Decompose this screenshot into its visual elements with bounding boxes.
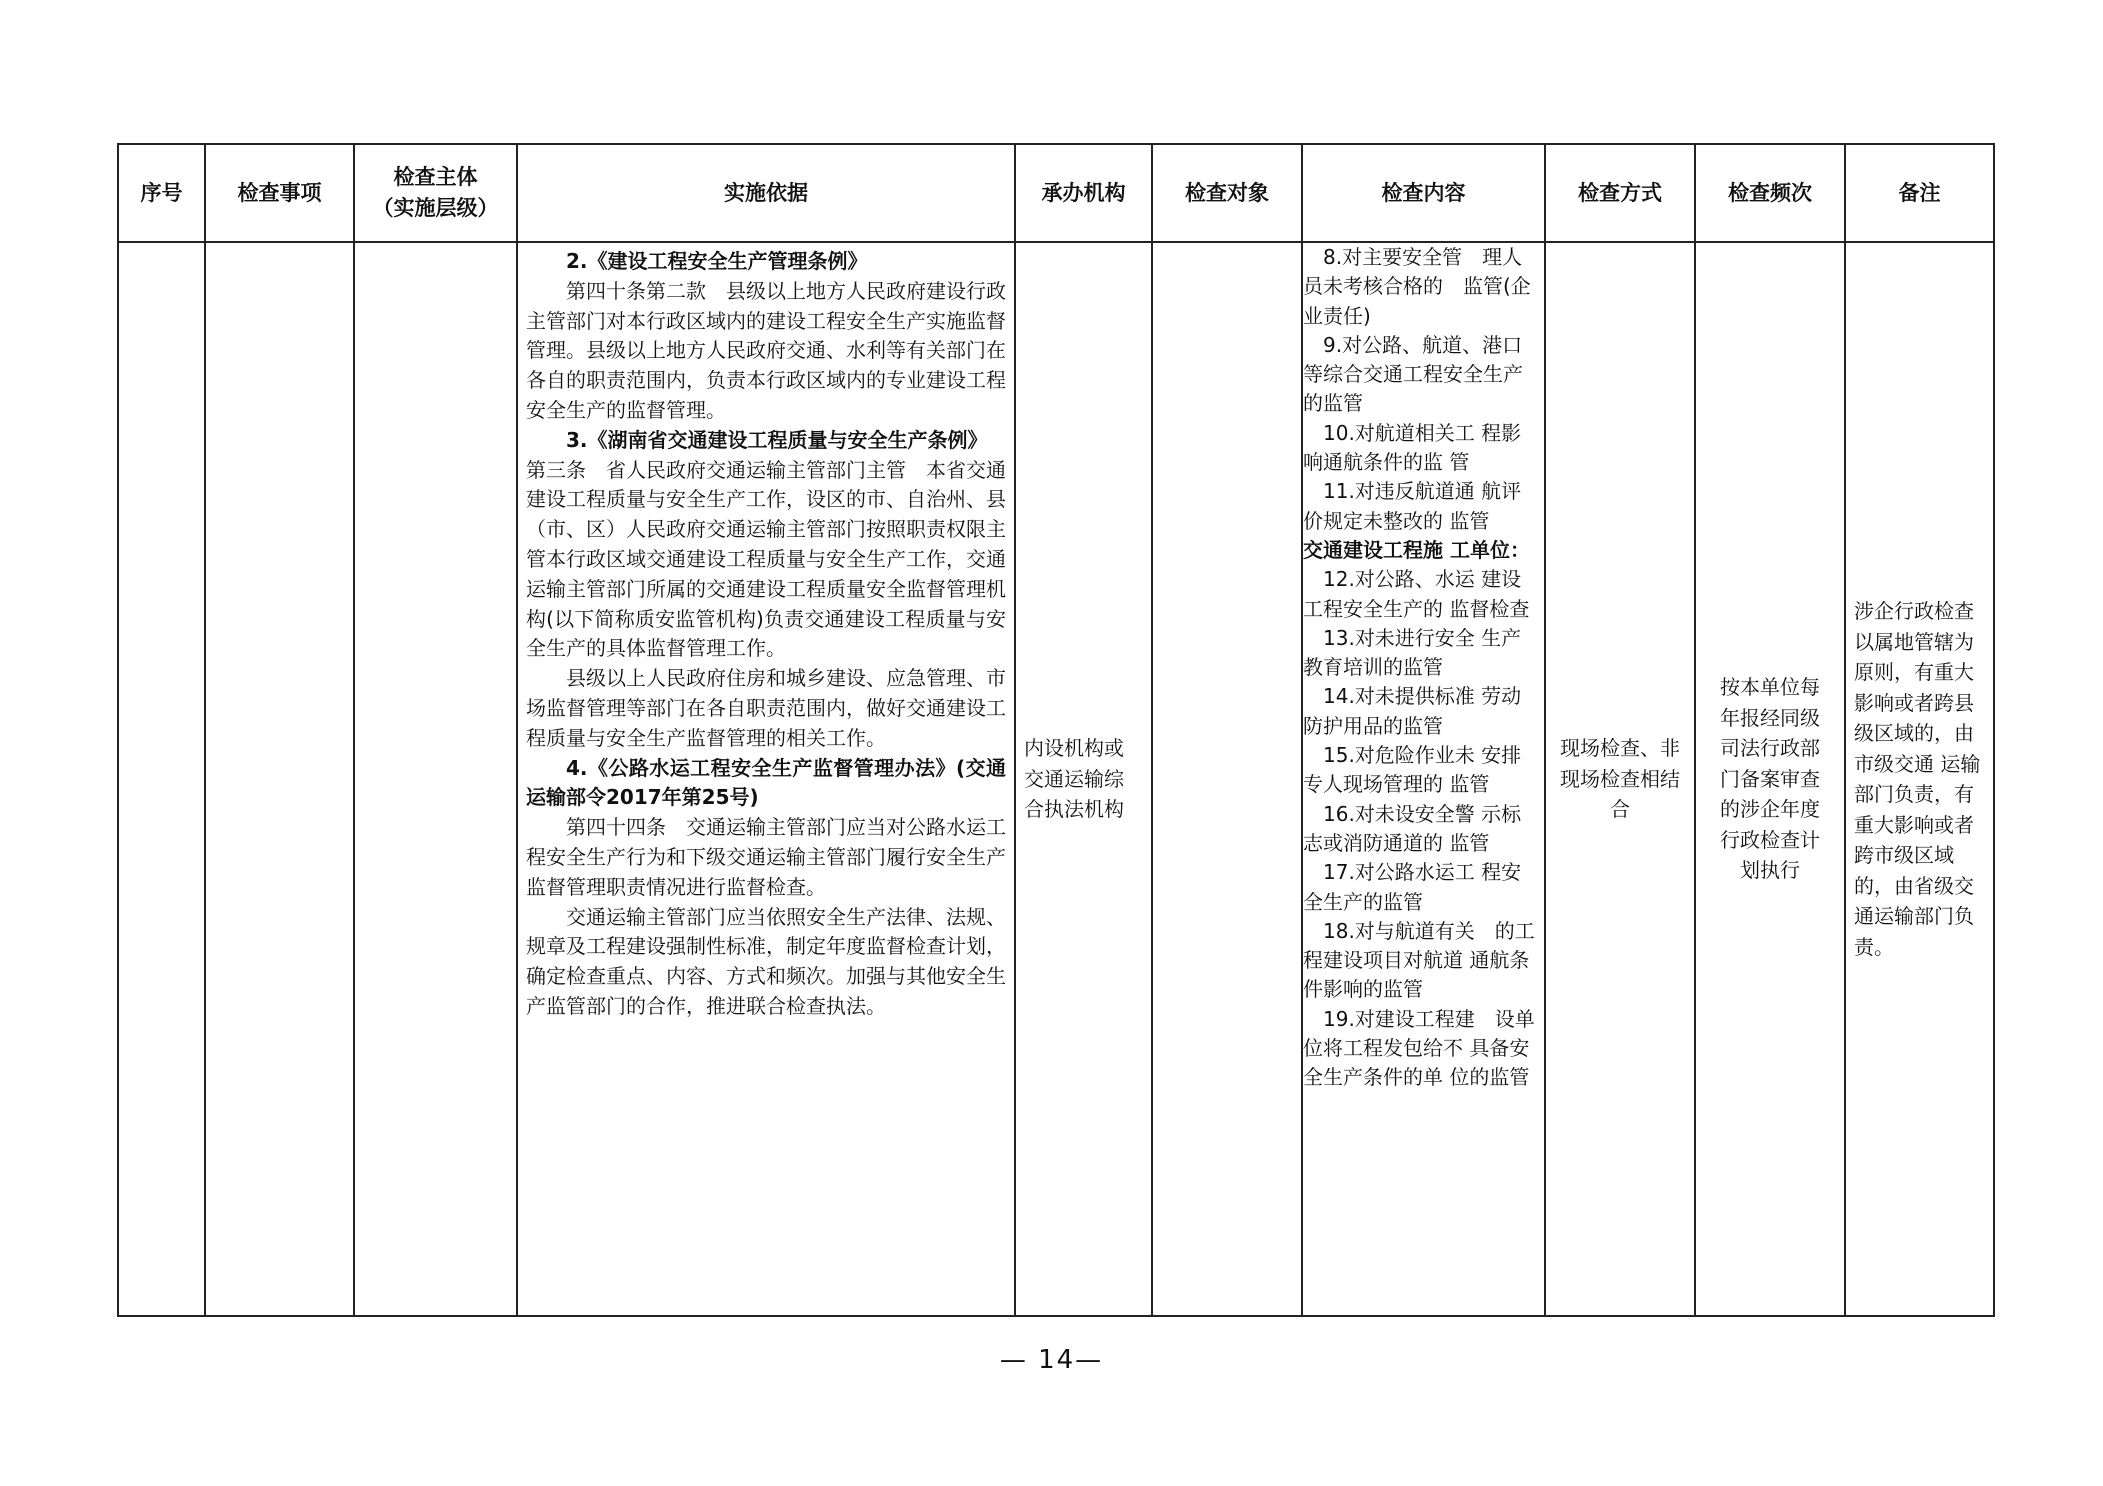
cell-index [118, 242, 205, 1316]
content-item: 19.对建设工程建 设单位将工程发包给不 具备安全生产条件的单 位的监管 [1303, 1006, 1535, 1090]
header-frequency: 检查频次 [1695, 144, 1845, 242]
header-note: 备注 [1845, 144, 1994, 242]
basis-paragraph: 第四十四条 交通运输主管部门应当对公路水运工程安全生产行为和下级交通运输主管部门履行安全生产监督管理职责情况进行监督检查。 [526, 815, 1006, 899]
header-basis: 实施依据 [517, 144, 1015, 242]
basis-paragraph: 第四十条第二款 县级以上地方人民政府建设行政主管部门对本行政区域内的建设工程安全生产实施监督管理。县级以上地方人民政府交通、水利等有关部门在各自的职责范围内，负责本行政区域内的专业建设工程安全生产的监督管理。 [526, 278, 1006, 422]
content-item: 13.对未进行安全 生产教育培训的监管 [1303, 625, 1522, 680]
cell-method: 现场检查、非现场检查相结合 [1545, 242, 1695, 1316]
inspection-table [117, 143, 1995, 1317]
cell-basis [517, 242, 1015, 1316]
content-item: 9.对公路、航道、港口等综合交通工程安全生产的监管 [1303, 332, 1523, 416]
header-subject [354, 144, 517, 242]
cell-subject [354, 242, 517, 1316]
content-item: 14.对未提供标准 劳动防护用品的监管 [1303, 684, 1522, 738]
basis-paragraph: 交通运输主管部门应当依照安全生产法律、法规、规章及工程建设强制性标准，制定年度监督检查计划，确定检查重点、内容、方式和频次。加强与其他安全生产监管部门的合作，推进联合检查执法。 [526, 904, 1006, 1018]
cell-item [205, 242, 354, 1316]
basis-title: 4.《公路水运工程安全生产监督管理办法》(交通运输部令2017年第25号) [526, 755, 1006, 810]
header-item: 检查事项 [205, 144, 354, 242]
content-item: 18.对与航道有关 的工程建设项目对航道 通航条件影响的监管 [1303, 918, 1535, 1002]
cell-frequency: 按本单位每年报经同级司法行政部门备案审查的涉企年度行政检查计划执行 [1695, 242, 1845, 1316]
page-number: — 14— [999, 1345, 1104, 1375]
basis-paragraph: 县级以上人民政府住房和城乡建设、应急管理、市场监督管理等部门在各自职责范围内，做好交通建设工程质量与安全生产监督管理的相关工作。 [526, 666, 1006, 750]
header-subject-line2: （实施层级） [372, 196, 499, 220]
content-subheading: 交通建设工程施 工单位： [1303, 537, 1530, 562]
basis-title: 3.《湖南省交通建设工程质量与安全生产条例》 [566, 427, 988, 452]
table-row [118, 242, 1994, 1316]
content-item: 8.对主要安全管 理人员未考核合格的 监管(企业责任) [1303, 245, 1531, 328]
content-item: 15.对危险作业未 安排专人现场管理的 监管 [1303, 743, 1522, 797]
header-method: 检查方式 [1545, 144, 1695, 242]
header-row [118, 144, 1994, 242]
header-index: 序号 [118, 144, 205, 242]
cell-note: 涉企行政检查以属地管辖为原则，有重大影响或者跨县级区域的，由市级交通 运输部门负责，有重大影响或者跨市级区域的，由省级交通运输部门负责。 [1845, 242, 1994, 1316]
content-item: 10.对航道相关工 程影响通航条件的监 管 [1303, 420, 1522, 475]
basis-title: 2.《建设工程安全生产管理条例》 [566, 249, 868, 273]
header-organization: 承办机构 [1015, 144, 1152, 242]
header-content: 检查内容 [1302, 144, 1545, 242]
cell-target [1152, 242, 1302, 1316]
basis-paragraph: 第三条 省人民政府交通运输主管部门主管 本省交通建设工程质量与安全生产工作，设区的市、自治州、县（市、区）人民政府交通运输主管部门按照职责权限主管本行政区域交通建设工程质量与安全生产工作，交通运输主管部门所属的交通建设工程质量安全监督管理机构(以下简称质安监管机构)负责交通建设工程质量与安全生产的具体监督管理工作。 [526, 457, 1006, 661]
cell-organization: 内设机构或交通运输综合执法机构 [1015, 242, 1152, 1316]
content-item: 11.对违反航道通 航评价规定未整改的 监管 [1303, 479, 1522, 533]
content-item: 12.对公路、水运 建设工程安全生产的 监督检查 [1303, 567, 1530, 621]
content-item: 16.对未设安全警 示标志或消防通道的 监管 [1303, 801, 1522, 855]
cell-content [1302, 242, 1545, 1316]
header-subject-line1: 检查主体 [393, 165, 478, 189]
header-target: 检查对象 [1152, 144, 1302, 242]
content-item: 17.对公路水运工 程安全生产的监管 [1303, 860, 1522, 914]
